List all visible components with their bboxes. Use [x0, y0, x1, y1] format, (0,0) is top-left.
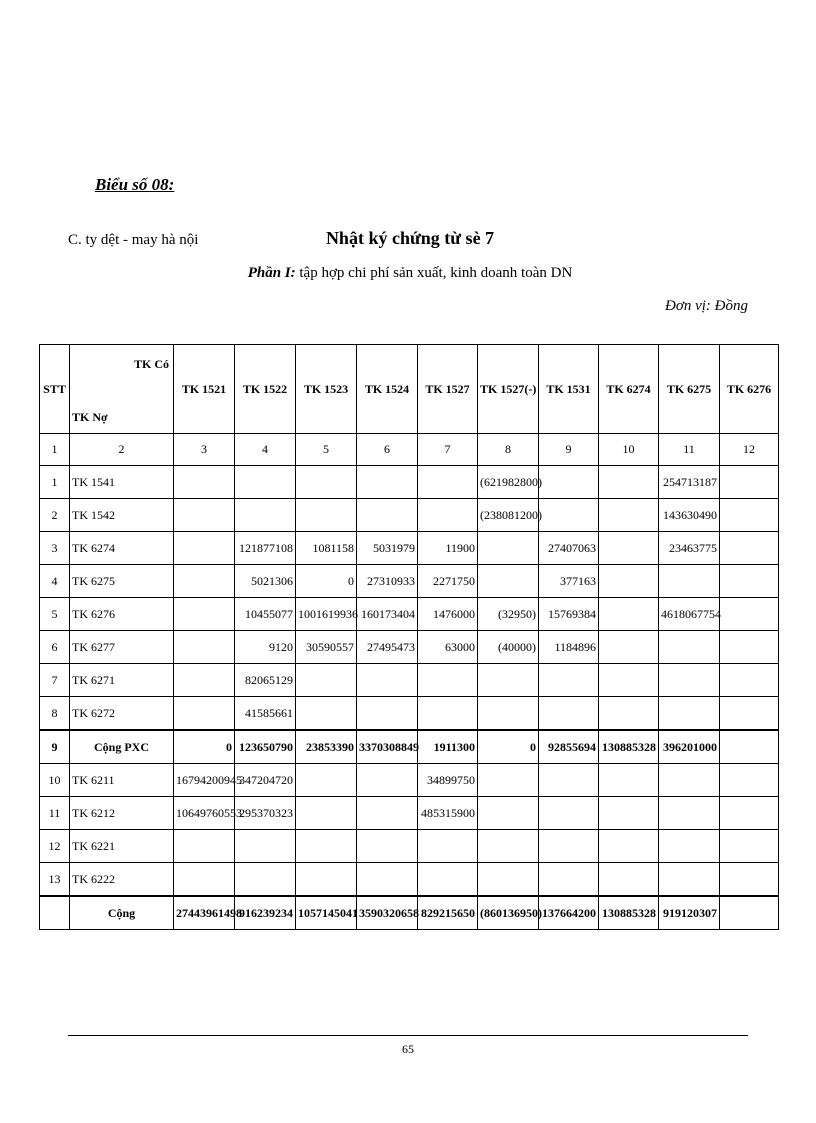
table-cell: 123650790	[235, 730, 296, 764]
header-col-10: TK 6276	[720, 345, 779, 434]
row-label: Cộng PXC	[70, 730, 174, 764]
table-body	[40, 434, 779, 930]
table-cell	[720, 797, 779, 830]
table-cell	[478, 764, 539, 797]
header-col-7: TK 1531	[539, 345, 599, 434]
table-cell: 829215650	[418, 896, 478, 930]
table-cell	[357, 466, 418, 499]
table-cell	[599, 565, 659, 598]
column-number: 1	[40, 434, 70, 466]
table-cell	[296, 499, 357, 532]
table-cell: 396201000	[659, 730, 720, 764]
table-cell	[478, 863, 539, 897]
header-col-3: TK 1523	[296, 345, 357, 434]
column-number: 6	[357, 434, 418, 466]
table-cell	[478, 565, 539, 598]
table-cell: 10649760553	[174, 797, 235, 830]
header-stt: STT	[40, 345, 70, 434]
table-cell: 34899750	[418, 764, 478, 797]
document-title: Nhật ký chứng từ sè 7	[325, 228, 495, 248]
table-cell: 1476000	[418, 598, 478, 631]
table-cell	[599, 664, 659, 697]
table-cell: (40000)	[478, 631, 539, 664]
table-cell: 130885328	[599, 730, 659, 764]
table-cell: 143630490	[659, 499, 720, 532]
table-cell	[235, 863, 296, 897]
table-cell	[418, 499, 478, 532]
row-account: TK 6275	[70, 565, 174, 598]
row-stt: 11	[40, 797, 70, 830]
table-cell: 30590557	[296, 631, 357, 664]
header-debit-label: TK Nợ	[72, 410, 108, 424]
table-cell: 919120307	[659, 896, 720, 930]
table-cell	[539, 697, 599, 731]
table-cell: 1057145041	[296, 896, 357, 930]
row-account: TK 6222	[70, 863, 174, 897]
table-cell	[539, 830, 599, 863]
header-col-5: TK 1527	[418, 345, 478, 434]
column-number: 2	[70, 434, 174, 466]
table-cell	[357, 863, 418, 897]
header-col-2: TK 1522	[235, 345, 296, 434]
table-cell	[357, 797, 418, 830]
header-col-8: TK 6274	[599, 345, 659, 434]
table-cell: 11900	[418, 532, 478, 565]
footer-divider	[68, 1035, 748, 1036]
subtotal-row	[40, 730, 779, 764]
table-cell: 916239234	[235, 896, 296, 930]
table-cell: 41585661	[235, 697, 296, 731]
row-stt: 12	[40, 830, 70, 863]
table-cell	[599, 466, 659, 499]
table-cell: 1184896	[539, 631, 599, 664]
table-cell	[659, 664, 720, 697]
table-cell: 130885328	[599, 896, 659, 930]
table-cell	[659, 697, 720, 731]
table-cell	[720, 598, 779, 631]
table-cell: 0	[174, 730, 235, 764]
table-cell: 485315900	[418, 797, 478, 830]
table-cell	[174, 697, 235, 731]
table-cell: 4618067754	[659, 598, 720, 631]
company-name: C. ty dệt - may hà nội	[68, 232, 199, 248]
table-cell: 2271750	[418, 565, 478, 598]
table-cell: 15769384	[539, 598, 599, 631]
table-cell	[174, 631, 235, 664]
table-cell	[659, 565, 720, 598]
table-cell	[599, 631, 659, 664]
table-cell	[720, 532, 779, 565]
header-col-1: TK 1521	[174, 345, 235, 434]
table-cell: 0	[478, 730, 539, 764]
column-number: 10	[599, 434, 659, 466]
table-cell	[357, 764, 418, 797]
table-cell	[539, 797, 599, 830]
journal-table	[39, 344, 779, 930]
table-cell: (621982800)	[478, 466, 539, 499]
table-cell	[296, 697, 357, 731]
row-account: TK 6274	[70, 532, 174, 565]
form-label: Biểu số 08:	[95, 175, 175, 194]
table-cell	[418, 664, 478, 697]
table-cell	[720, 664, 779, 697]
table-cell: 27407063	[539, 532, 599, 565]
row-stt: 1	[40, 466, 70, 499]
table-cell	[174, 830, 235, 863]
row-stt: 5	[40, 598, 70, 631]
table-row	[40, 631, 779, 664]
table-cell	[174, 863, 235, 897]
table-cell	[599, 830, 659, 863]
row-stt: 4	[40, 565, 70, 598]
table-cell	[720, 896, 779, 930]
table-row	[40, 764, 779, 797]
currency-unit: Đơn vị: Đồng	[665, 298, 748, 314]
header-col-6: TK 1527(-)	[478, 345, 539, 434]
row-stt: 6	[40, 631, 70, 664]
row-account: TK 6272	[70, 697, 174, 731]
table-cell	[174, 598, 235, 631]
column-number-row	[40, 434, 779, 466]
table-row	[40, 797, 779, 830]
column-number: 4	[235, 434, 296, 466]
table-cell: 1001619936	[296, 598, 357, 631]
table-cell	[296, 830, 357, 863]
table-cell	[599, 499, 659, 532]
table-cell: 92855694	[539, 730, 599, 764]
table-row	[40, 664, 779, 697]
table-row	[40, 863, 779, 897]
row-account: TK 1542	[70, 499, 174, 532]
table-cell	[599, 764, 659, 797]
table-row	[40, 830, 779, 863]
table-cell	[720, 730, 779, 764]
row-account: TK 6211	[70, 764, 174, 797]
table-header-row	[40, 345, 779, 434]
table-row	[40, 697, 779, 731]
table-cell	[720, 830, 779, 863]
table-cell: 27495473	[357, 631, 418, 664]
table-cell	[539, 664, 599, 697]
table-cell	[720, 863, 779, 897]
page-number: 65	[402, 1042, 414, 1056]
table-cell: 377163	[539, 565, 599, 598]
table-cell	[174, 466, 235, 499]
column-number: 11	[659, 434, 720, 466]
row-account: TK 1541	[70, 466, 174, 499]
document-subtitle	[200, 265, 620, 282]
table-cell: 10455077	[235, 598, 296, 631]
table-cell	[418, 466, 478, 499]
table-cell: 5031979	[357, 532, 418, 565]
table-cell	[174, 565, 235, 598]
table-cell	[478, 797, 539, 830]
column-number: 9	[539, 434, 599, 466]
row-account: TK 6212	[70, 797, 174, 830]
table-cell	[357, 697, 418, 731]
header-diagonal	[70, 345, 174, 434]
table-cell	[539, 499, 599, 532]
table-cell	[478, 532, 539, 565]
table-cell	[478, 664, 539, 697]
table-cell	[296, 764, 357, 797]
row-account: TK 6277	[70, 631, 174, 664]
column-number: 8	[478, 434, 539, 466]
table-cell	[296, 466, 357, 499]
table-cell	[235, 466, 296, 499]
table-cell: (860136950)	[478, 896, 539, 930]
table-cell: 1911300	[418, 730, 478, 764]
column-number: 12	[720, 434, 779, 466]
table-row	[40, 466, 779, 499]
table-cell	[599, 697, 659, 731]
table-cell: (32950)	[478, 598, 539, 631]
table-cell	[599, 797, 659, 830]
table-cell	[357, 830, 418, 863]
table-cell	[357, 664, 418, 697]
header-col-4: TK 1524	[357, 345, 418, 434]
table-cell	[659, 797, 720, 830]
column-number: 5	[296, 434, 357, 466]
row-stt: 2	[40, 499, 70, 532]
table-cell	[478, 697, 539, 731]
table-cell	[659, 764, 720, 797]
table-cell	[720, 631, 779, 664]
table-cell	[599, 863, 659, 897]
table-cell	[296, 863, 357, 897]
table-cell	[659, 863, 720, 897]
subtitle-lead: Phần I:	[247, 265, 296, 281]
row-stt: 3	[40, 532, 70, 565]
table-cell: (238081200)	[478, 499, 539, 532]
table-cell: 347204720	[235, 764, 296, 797]
table-cell	[174, 532, 235, 565]
table-cell: 23463775	[659, 532, 720, 565]
table-cell: 82065129	[235, 664, 296, 697]
row-label: Cộng	[70, 896, 174, 930]
table-cell	[720, 764, 779, 797]
table-cell	[720, 499, 779, 532]
header-credit-label: TK Có	[133, 357, 169, 371]
row-account: TK 6221	[70, 830, 174, 863]
table-cell	[478, 830, 539, 863]
table-row	[40, 532, 779, 565]
table-cell: 5021306	[235, 565, 296, 598]
table-cell	[296, 797, 357, 830]
table-cell	[599, 532, 659, 565]
table-cell: 1081158	[296, 532, 357, 565]
table-cell	[418, 697, 478, 731]
table-cell	[659, 631, 720, 664]
table-cell: 3370308849	[357, 730, 418, 764]
table-cell: 160173404	[357, 598, 418, 631]
table-cell: 295370323	[235, 797, 296, 830]
table-cell: 63000	[418, 631, 478, 664]
table-cell	[296, 664, 357, 697]
table-cell: 23853390	[296, 730, 357, 764]
row-stt: 7	[40, 664, 70, 697]
table-cell: 121877108	[235, 532, 296, 565]
table-cell	[599, 598, 659, 631]
total-row	[40, 896, 779, 930]
table-cell	[418, 863, 478, 897]
table-cell	[720, 466, 779, 499]
table-cell	[720, 697, 779, 731]
table-cell: 3590320658	[357, 896, 418, 930]
table-cell: 0	[296, 565, 357, 598]
table-cell: 16794200945	[174, 764, 235, 797]
table-cell	[357, 499, 418, 532]
table-cell	[235, 830, 296, 863]
table-cell: 27443961498	[174, 896, 235, 930]
row-account: TK 6271	[70, 664, 174, 697]
table-cell	[720, 565, 779, 598]
row-stt: 8	[40, 697, 70, 731]
table-row	[40, 598, 779, 631]
table-cell	[235, 499, 296, 532]
table-row	[40, 499, 779, 532]
row-stt: 9	[40, 730, 70, 764]
table-cell	[539, 466, 599, 499]
table-cell	[174, 664, 235, 697]
column-number: 3	[174, 434, 235, 466]
subtitle-text: tập hợp chi phí sản xuất, kinh doanh toàn DN	[295, 265, 573, 281]
column-number: 7	[418, 434, 478, 466]
row-stt: 13	[40, 863, 70, 897]
row-account: TK 6276	[70, 598, 174, 631]
table-cell: 27310933	[357, 565, 418, 598]
table-cell	[174, 499, 235, 532]
table-cell	[539, 863, 599, 897]
row-stt	[40, 896, 70, 930]
header-col-9: TK 6275	[659, 345, 720, 434]
table-cell: 9120	[235, 631, 296, 664]
table-cell	[659, 830, 720, 863]
table-row	[40, 565, 779, 598]
row-stt: 10	[40, 764, 70, 797]
table-cell	[539, 764, 599, 797]
table-cell: 137664200	[539, 896, 599, 930]
table-cell	[418, 830, 478, 863]
table-cell: 254713187	[659, 466, 720, 499]
